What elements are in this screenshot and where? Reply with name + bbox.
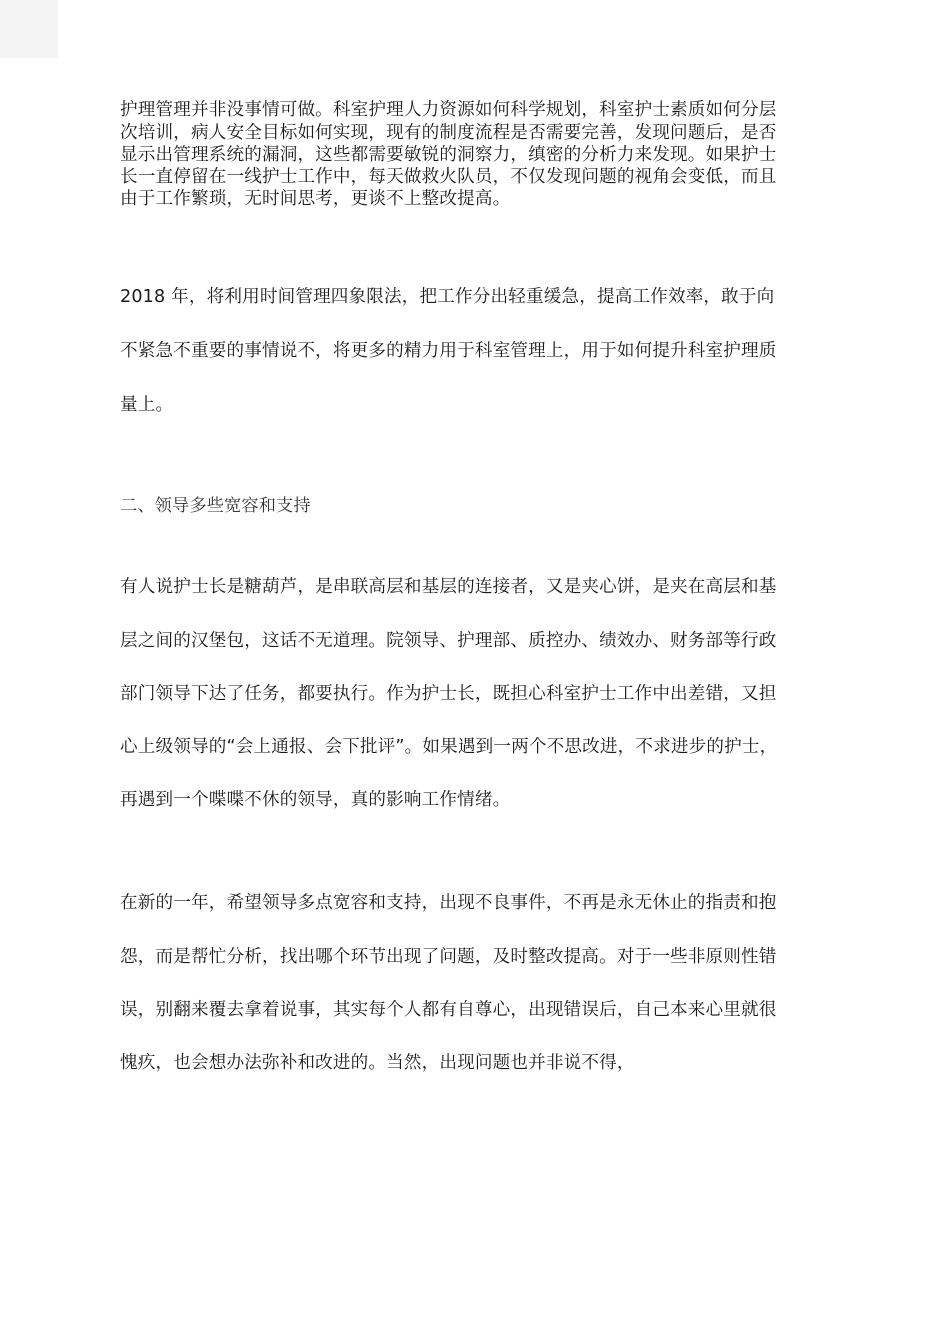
text-line: 层之间的汉堡包，这话不无道理。院领导、护理部、质控办、绩效办、财务部等行政	[120, 631, 777, 651]
section-heading: 二、领导多些宽容和支持	[120, 496, 311, 516]
text-line: 次培训，病人安全目标如何实现，现有的制度流程是否需要完善，发现问题后，是否	[120, 123, 777, 143]
text-line: 有人说护士长是糖葫芦，是串联高层和基层的连接者，又是夹心饼，是夹在高层和基	[120, 577, 777, 597]
text-line: 误，别翻来覆去拿着说事，其实每个人都有自尊心，出现错误后，自己本来心里就很	[120, 1000, 777, 1020]
text-line: 部门领导下达了任务，都要执行。作为护士长，既担心科室护士工作中出差错，又担	[120, 684, 777, 704]
text-line: 2018 年，将利用时间管理四象限法，把工作分出轻重缓急，提高工作效率，敢于向	[120, 287, 775, 307]
page-corner-mark	[0, 0, 58, 58]
text-line: 在新的一年，希望领导多点宽容和支持，出现不良事件，不再是永无休止的指责和抱	[120, 893, 777, 913]
text-line: 显示出管理系统的漏洞，这些都需要敏锐的洞察力，缜密的分析力来发现。如果护士	[120, 145, 777, 165]
text-line: 再遇到一个喋喋不休的领导，真的影响工作情绪。	[120, 790, 511, 810]
text-line: 由于工作繁琐，无时间思考，更谈不上整改提高。	[120, 189, 511, 209]
text-line: 护理管理并非没事情可做。科室护理人力资源如何科学规划，科室护士素质如何分层	[120, 100, 777, 120]
text-line: 长一直停留在一线护士工作中，每天做救火队员，不仅发现问题的视角会变低，而且	[120, 167, 777, 187]
text-line: 愧疚，也会想办法弥补和改进的。当然，出现问题也并非说不得，	[120, 1053, 635, 1073]
text-line: 心上级领导的“会上通报、会下批评”。如果遇到一两个不思改进，不求进步的护士，	[120, 737, 778, 757]
text-line: 不紧急不重要的事情说不，将更多的精力用于科室管理上，用于如何提升科室护理质	[120, 341, 777, 361]
text-line: 怨，而是帮忙分析，找出哪个环节出现了问题，及时整改提高。对于一些非原则性错	[120, 947, 777, 967]
text-line: 量上。	[120, 395, 174, 415]
